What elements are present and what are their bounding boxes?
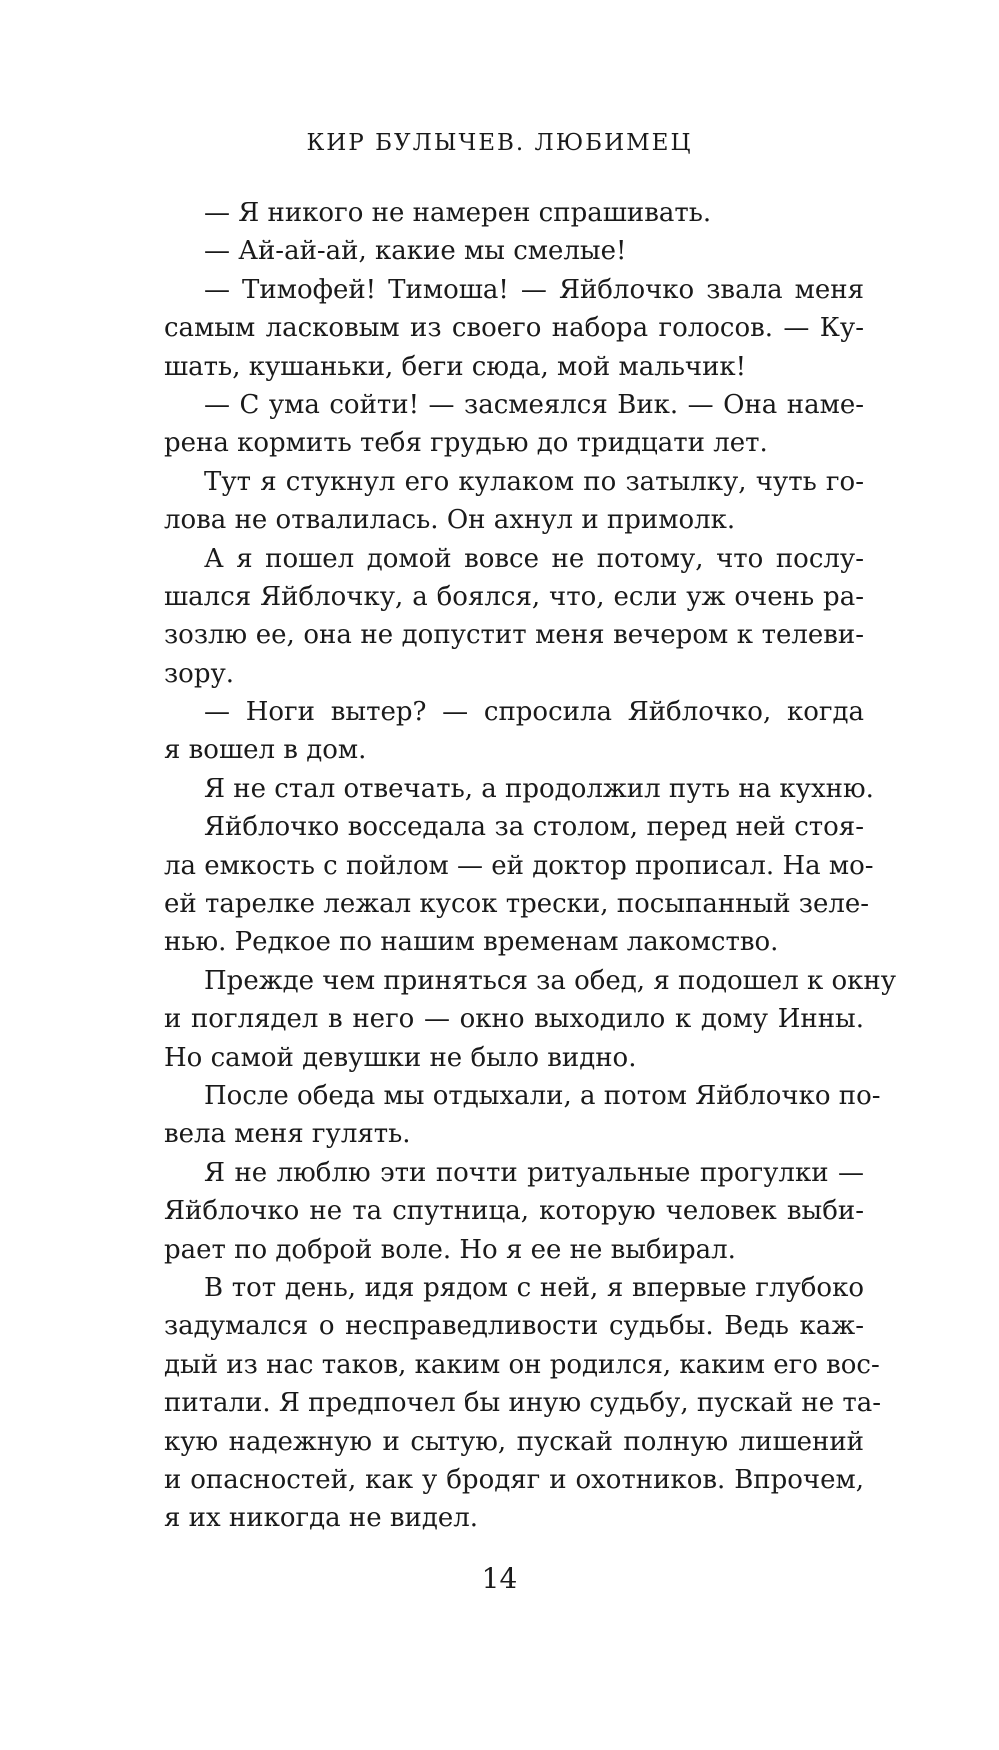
- text-line: ей тарелке лежал кусок трески, посыпанный зеле-: [164, 889, 870, 920]
- text-line: рает по доброй воле. Но я ее не выбирал.: [164, 1234, 736, 1265]
- text-line: зору.: [164, 658, 235, 689]
- text-line: лова не отвалилась. Он ахнул и примолк.: [164, 505, 736, 536]
- text-line: — Я никого не намерен спрашивать.: [204, 198, 712, 228]
- text-line: Яйблочко восседала за столом, перед ней стоя-: [204, 812, 864, 843]
- text-line: Прежде чем приняться за обед, я подошел к окну: [204, 965, 897, 996]
- text-line: Тут я стукнул его кулаком по затылку, чуть го-: [204, 466, 864, 497]
- text-line: После обеда мы отдыхали, а потом Яйблочко по-: [204, 1080, 881, 1111]
- text-line: А я пошел домой вовсе не потому, что послу-: [204, 543, 864, 574]
- page-number: 14: [481, 1562, 518, 1595]
- text-line: В тот день, идя рядом с ней, я впервые глубоко: [204, 1272, 864, 1303]
- text-line: шался Яйблочку, а боялся, что, если уж очень ра-: [164, 581, 864, 612]
- text-line: — Тимофей! Тимоша! — Яйблочко звала меня: [204, 274, 864, 305]
- text-line: кую надежную и сытую, пускай полную лишений: [164, 1426, 864, 1457]
- text-line: задумался о несправедливости судьбы. Ведь каж-: [164, 1311, 864, 1342]
- text-line: Яйблочко не та спутница, которую человек выби-: [164, 1196, 864, 1227]
- text-line: я их никогда не видел.: [164, 1503, 479, 1534]
- text-line: — Ноги вытер? — спросила Яйблочко, когда: [204, 697, 864, 728]
- text-line: вела меня гулять.: [164, 1119, 411, 1150]
- text-line: зозлю ее, она не допустит меня вечером к телеви-: [164, 620, 864, 651]
- text-line: — С ума сойти! — засмеялся Вик. — Она наме-: [204, 389, 864, 420]
- text-line: и поглядел в него — окно выходило к дому Инны.: [164, 1004, 864, 1035]
- text-line: — Ай-ай-ай, какие мы смелые!: [204, 236, 627, 267]
- text-line: и опасностей, как у бродяг и охотников. Впрочем,: [164, 1464, 864, 1495]
- body-text: [164, 194, 897, 1538]
- text-line: шать, кушаньки, беги сюда, мой мальчик!: [164, 351, 747, 382]
- text-line: я вошел в дом.: [164, 735, 367, 766]
- text-line: рена кормить тебя грудью до тридцати лет.: [164, 428, 768, 459]
- text-line: Я не люблю эти почти ритуальные прогулки —: [204, 1157, 864, 1188]
- text-line: самым ласковым из своего набора голосов. — Ку-: [164, 313, 864, 344]
- text-line: Но самой девушки не было видно.: [164, 1042, 637, 1073]
- text-line: Я не стал отвечать, а продолжил путь на кухню.: [204, 773, 874, 804]
- text-line: дый из нас таков, каким он родился, каким его вос-: [164, 1349, 880, 1380]
- text-line: ла емкость с пойлом — ей доктор прописал. На мо-: [164, 850, 874, 881]
- text-line: питали. Я предпочел бы иную судьбу, пускай не та-: [164, 1388, 882, 1419]
- running-head: КИР БУЛЫЧЕВ. ЛЮБИМЕЦ: [306, 130, 693, 156]
- text-line: нью. Редкое по нашим временам лакомство.: [164, 927, 779, 958]
